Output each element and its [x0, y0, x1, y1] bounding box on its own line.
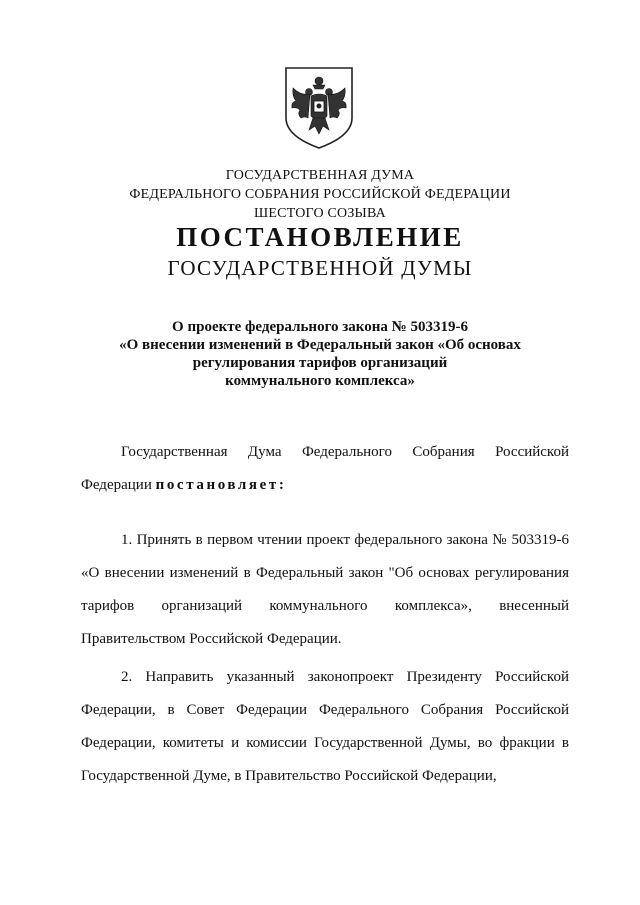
document-type-subtitle: ГОСУДАРСТВЕННОЙ ДУМЫ [167, 256, 473, 280]
paragraph-2-text: 2. Направить указанный законопроект Президенту Российской Федерации, в Совет Федерации Федерального Собрания Российской Федерации, комитеты и комиссии Государственной Думы, во фракции в Государственной Думе, в Правительство Российской Федерации, [81, 669, 569, 784]
preamble-text: Государственная Дума Федерального Собрания Российской Федерации [81, 444, 569, 493]
subject-line-2: «О внесении изменений в Федеральный закон «Об основах [119, 337, 521, 353]
paragraph-1-text: 1. Принять в первом чтении проект федерального закона № 503319-6 «О внесении изменений в Федеральный закон "Об основах регулирования тарифов организаций коммунального комплекса», внесенный Правительством Российской Федерации. [81, 532, 569, 647]
subject-line-4: коммунального комплекса» [225, 373, 415, 389]
coat-of-arms-emblem [283, 66, 355, 150]
paragraph-2 [81, 661, 569, 793]
document-subject [0, 318, 640, 390]
org-line-3: ШЕСТОГО СОЗЫВА [254, 206, 386, 221]
preamble-verb: постановляет: [155, 477, 287, 493]
russian-coat-of-arms-icon [283, 66, 355, 150]
subject-line-1: О проекте федерального закона № 503319-6 [172, 319, 468, 335]
org-line-1: ГОСУДАРСТВЕННАЯ ДУМА [225, 168, 415, 183]
preamble [81, 436, 569, 502]
org-line-2: ФЕДЕРАЛЬНОГО СОБРАНИЯ РОССИЙСКОЙ ФЕДЕРАЦИИ [129, 187, 511, 202]
paragraph-1 [81, 524, 569, 656]
document-type-title: ПОСТАНОВЛЕНИЕ [176, 222, 464, 252]
subject-line-3: регулирования тарифов организаций [192, 355, 448, 371]
organization-name [0, 166, 640, 223]
